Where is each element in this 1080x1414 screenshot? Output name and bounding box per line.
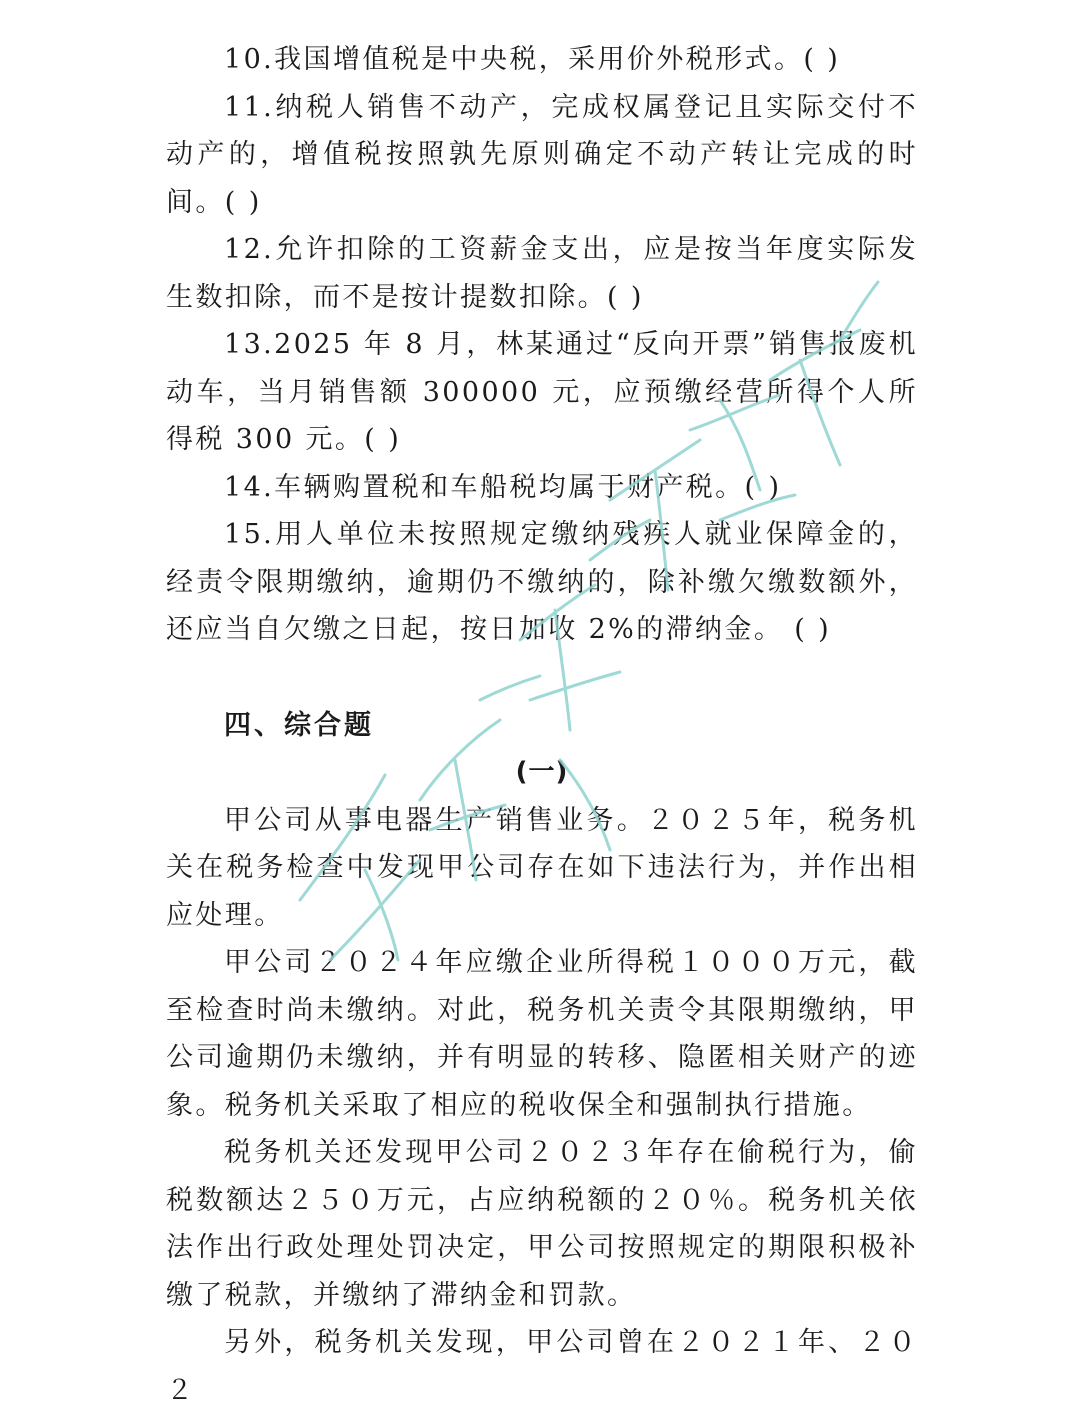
section-title: 四、综合题 [224,709,374,741]
case-paragraph-1: 甲公司从事电器生产销售业务。２０２５年，税务机关在税务检查中发现甲公司存在如下违法行为，并作出相应处理。 [166,804,918,931]
case-paragraph-2: 甲公司２０２４年应缴企业所得税１０００万元，截至检查时尚未缴纳。对此，税务机关责令其限期缴纳，甲公司逾期仍未缴纳，并有明显的转移、隐匿相关财产的迹象。税务机关采取了相应的税收保全和强制执行措施。 [166,947,918,1121]
question-13: 13.2025 年 8 月，林某通过“反向开票”销售报废机动车，当月销售额 300000 元，应预缴经营所得个人所得税 300 元。( ) [166,329,918,455]
question-15: 15.用人单位未按照规定缴纳残疾人就业保障金的，经责令限期缴纳，逾期仍不缴纳的，除补缴欠缴数额外，还应当自欠缴之日起，按日加收 2%的滞纳金。 ( ) [166,519,918,645]
question-14: 14.车辆购置税和车船税均属于财产税。( ) [224,471,782,503]
question-12: 12.允许扣除的工资薪金支出，应是按当年度实际发生数扣除，而不是按计提数扣除。( ) [166,234,918,313]
case-paragraph-3: 税务机关还发现甲公司２０２３年存在偷税行为，偷税数额达２５０万元，占应纳税额的２０％。税务机关依法作出行政处理处罚决定，甲公司按照规定的期限积极补缴了税款，并缴纳了滞纳金和罚款。 [166,1137,918,1311]
question-11: 11.纳税人销售不动产，完成权属登记且实际交付不动产的，增值税按照孰先原则确定不动产转让完成的时间。( ) [166,91,918,218]
question-10: 10.我国增值税是中央税，采用价外税形式。( ) [224,44,841,75]
case-number: (一) [515,757,569,787]
section-spacer [166,654,918,702]
document-content [166,36,918,1414]
case-paragraph-4: 另外，税务机关发现，甲公司曾在２０２１年、２０２ [166,1327,918,1406]
